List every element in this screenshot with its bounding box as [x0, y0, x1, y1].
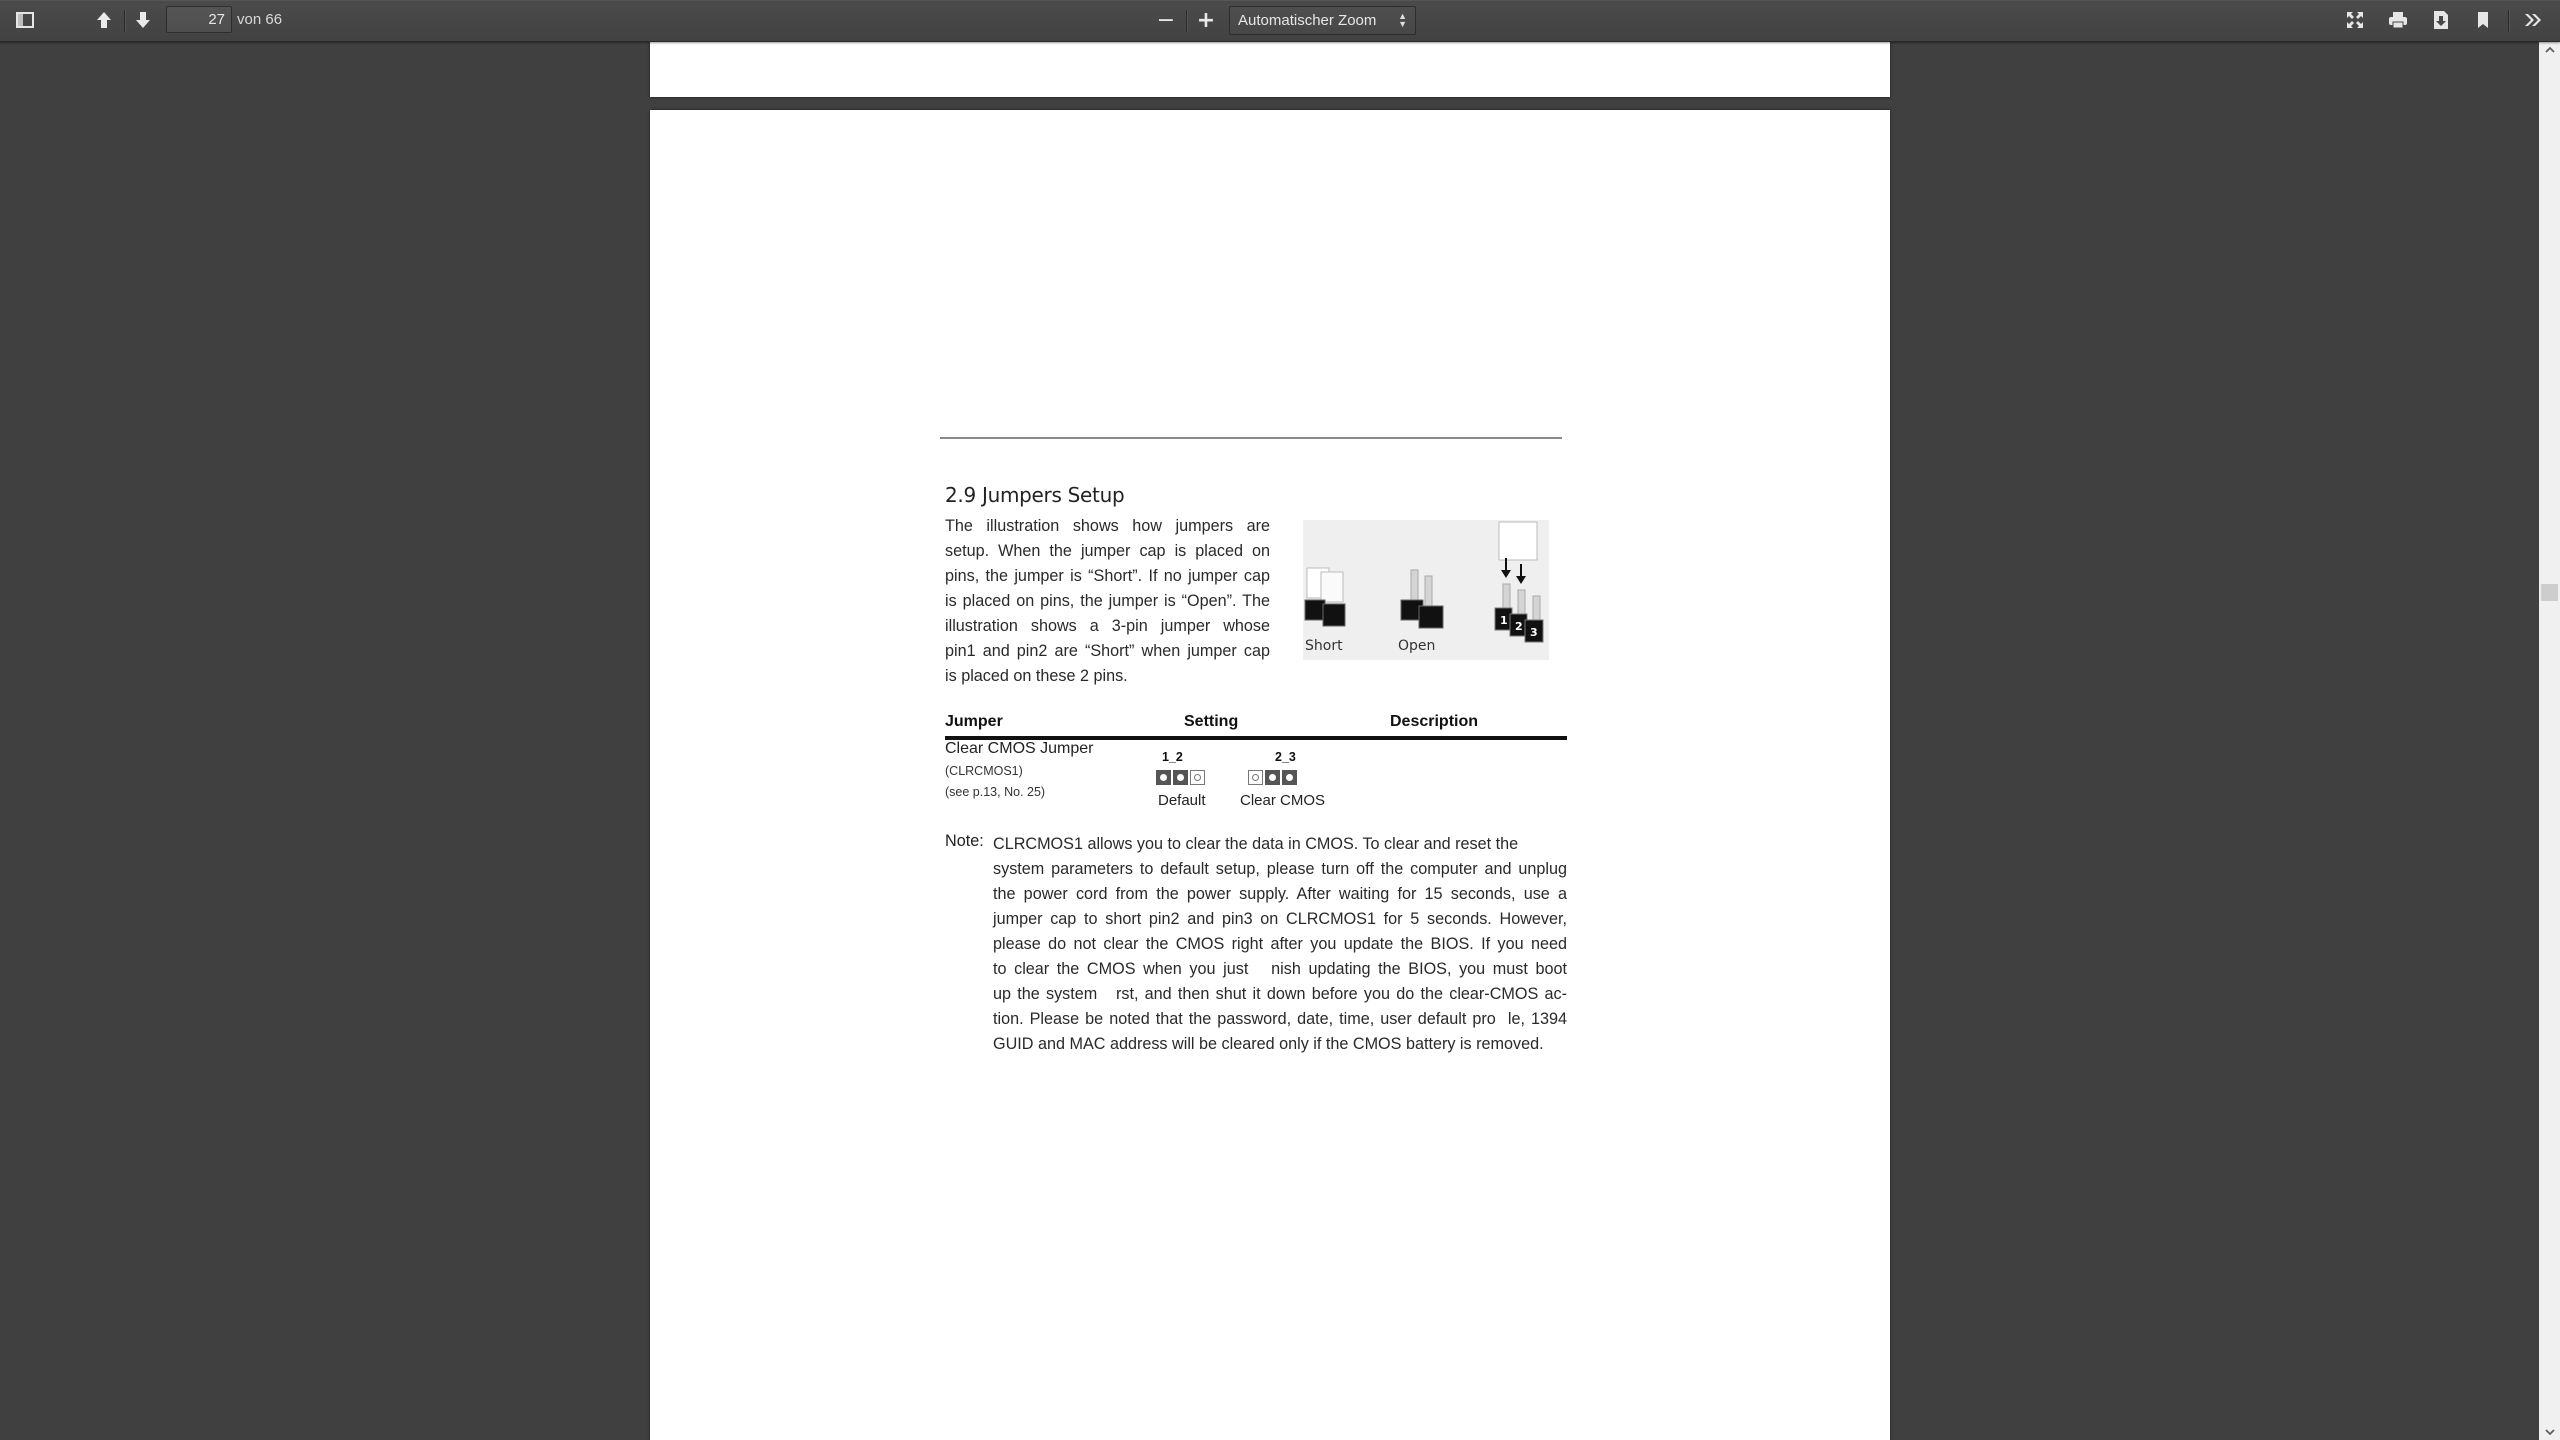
- current-page: [650, 110, 1890, 1440]
- note-line: the power cord from the power supply. After waiting for 15 seconds, use a: [993, 885, 1567, 903]
- clear-cmos-pin-diagram: [1248, 770, 1299, 785]
- note-line: tion. Please be noted that the password, date, time, user default pro le, 1394: [993, 1010, 1567, 1028]
- short-label: Short: [1305, 638, 1343, 654]
- table-header-setting: Setting: [1184, 713, 1239, 730]
- note-line: up the system rst, and then shut it down before you do the clear-CMOS ac-: [993, 985, 1567, 1003]
- header-divider: [940, 437, 1562, 439]
- pin-open: [1248, 770, 1263, 785]
- download-icon: [2433, 10, 2449, 30]
- zoom-level-select[interactable]: [1229, 6, 1416, 35]
- toolbar-separator: [1186, 10, 1187, 32]
- jumper-name: Clear CMOS Jumper: [945, 740, 1094, 757]
- intro-paragraph: [945, 514, 1270, 689]
- intro-line: pins, the jumper is “Short”. If no jumper cap: [945, 567, 1270, 585]
- scroll-up-button[interactable]: [2539, 41, 2560, 58]
- print-icon: [2388, 11, 2408, 29]
- default-pin-diagram: [1156, 770, 1207, 785]
- table-header-description: Description: [1390, 713, 1479, 730]
- pin-open: [1190, 770, 1205, 785]
- zoom-in-button[interactable]: [1189, 4, 1223, 36]
- bookmark-icon: [2477, 11, 2489, 29]
- setting-pins-label: 1_2: [1162, 750, 1183, 764]
- download-button[interactable]: [2424, 4, 2458, 36]
- note-line: GUID and MAC address will be cleared only if the CMOS battery is removed.: [993, 1035, 1544, 1053]
- pin-number-label: 2: [1515, 620, 1523, 633]
- intro-line: The illustration shows how jumpers are: [945, 517, 1270, 535]
- page-number-input[interactable]: [166, 6, 232, 33]
- intro-line: is placed on pins, the jumper is “Open”. The: [945, 592, 1270, 610]
- note-line: to clear the CMOS when you just nish updating the BIOS, you must boot: [993, 960, 1567, 978]
- toolbar-separator: [124, 10, 125, 32]
- jumper-illustration: [1303, 520, 1549, 660]
- toolbar-separator: [2508, 10, 2509, 32]
- arrow-up-icon: [96, 11, 112, 29]
- setting-label: Default: [1158, 792, 1206, 809]
- bookmark-button[interactable]: [2466, 4, 2500, 36]
- note-line: CLRCMOS1 allows you to clear the data in CMOS. To clear and reset the: [993, 835, 1519, 853]
- open-label: Open: [1398, 638, 1436, 654]
- pin-shorted: [1156, 770, 1171, 785]
- setting-label: Clear CMOS: [1240, 792, 1326, 809]
- pin-number-label: 3: [1530, 626, 1538, 639]
- previous-page: [650, 41, 1890, 97]
- tools-button[interactable]: [2516, 4, 2550, 36]
- scroll-down-button[interactable]: [2539, 1423, 2560, 1440]
- select-arrows-icon: ▲ ▼: [1398, 11, 1407, 29]
- zoom-out-icon: −: [1156, 7, 1176, 33]
- table-header-jumper: Jumper: [945, 713, 1003, 730]
- previous-page-button[interactable]: [87, 4, 121, 36]
- fullscreen-icon: [2346, 11, 2364, 29]
- intro-line: illustration shows a 3-pin jumper whose: [945, 617, 1270, 635]
- pin-shorted: [1173, 770, 1188, 785]
- section-heading: 2.9 Jumpers Setup: [945, 483, 1125, 507]
- zoom-level-value: Automatischer Zoom: [1238, 12, 1377, 29]
- note-line: please do not clear the CMOS right after you update the BIOS. If you need: [993, 935, 1567, 953]
- zoom-in-icon: +: [1196, 7, 1216, 33]
- note-paragraph: [993, 832, 1567, 1057]
- open-jumper-icon: [1401, 570, 1443, 628]
- sidebar-toggle-button[interactable]: [8, 4, 42, 36]
- toolbar: [0, 0, 2560, 42]
- chevron-up-icon: [2545, 47, 2555, 53]
- scrollbar-thumb[interactable]: [2541, 584, 2558, 601]
- pin-shorted: [1282, 770, 1297, 785]
- note-line: jumper cap to short pin2 and pin3 on CLRCMOS1 for 5 seconds. However,: [993, 910, 1567, 928]
- document-viewer[interactable]: [0, 41, 2539, 1440]
- pin-shorted: [1265, 770, 1280, 785]
- jumper-reference: (see p.13, No. 25): [945, 785, 1046, 799]
- intro-line: pin1 and pin2 are “Short” when jumper cap: [945, 642, 1270, 660]
- zoom-out-button[interactable]: [1149, 4, 1183, 36]
- pin-number-label: 1: [1500, 614, 1508, 627]
- intro-line: is placed on these 2 pins.: [945, 667, 1128, 685]
- sidebar-toggle-icon: [16, 12, 34, 28]
- presentation-mode-button[interactable]: [2338, 4, 2372, 36]
- jumper-id: (CLRCMOS1): [945, 764, 1023, 778]
- chevron-down-icon: [2545, 1429, 2555, 1435]
- note-label: Note:: [945, 832, 984, 850]
- more-tools-icon: [2524, 12, 2542, 28]
- arrow-down-icon: [135, 11, 151, 29]
- next-page-button[interactable]: [126, 4, 160, 36]
- vertical-scrollbar[interactable]: [2539, 41, 2560, 1440]
- page-count-label: von 66: [237, 11, 283, 28]
- setting-pins-label: 2_3: [1275, 750, 1296, 764]
- short-jumper-icon: [1305, 568, 1345, 626]
- note-line: system parameters to default setup, please turn off the computer and unplug: [993, 860, 1567, 878]
- print-button[interactable]: [2381, 4, 2415, 36]
- intro-line: setup. When the jumper cap is placed on: [945, 542, 1270, 560]
